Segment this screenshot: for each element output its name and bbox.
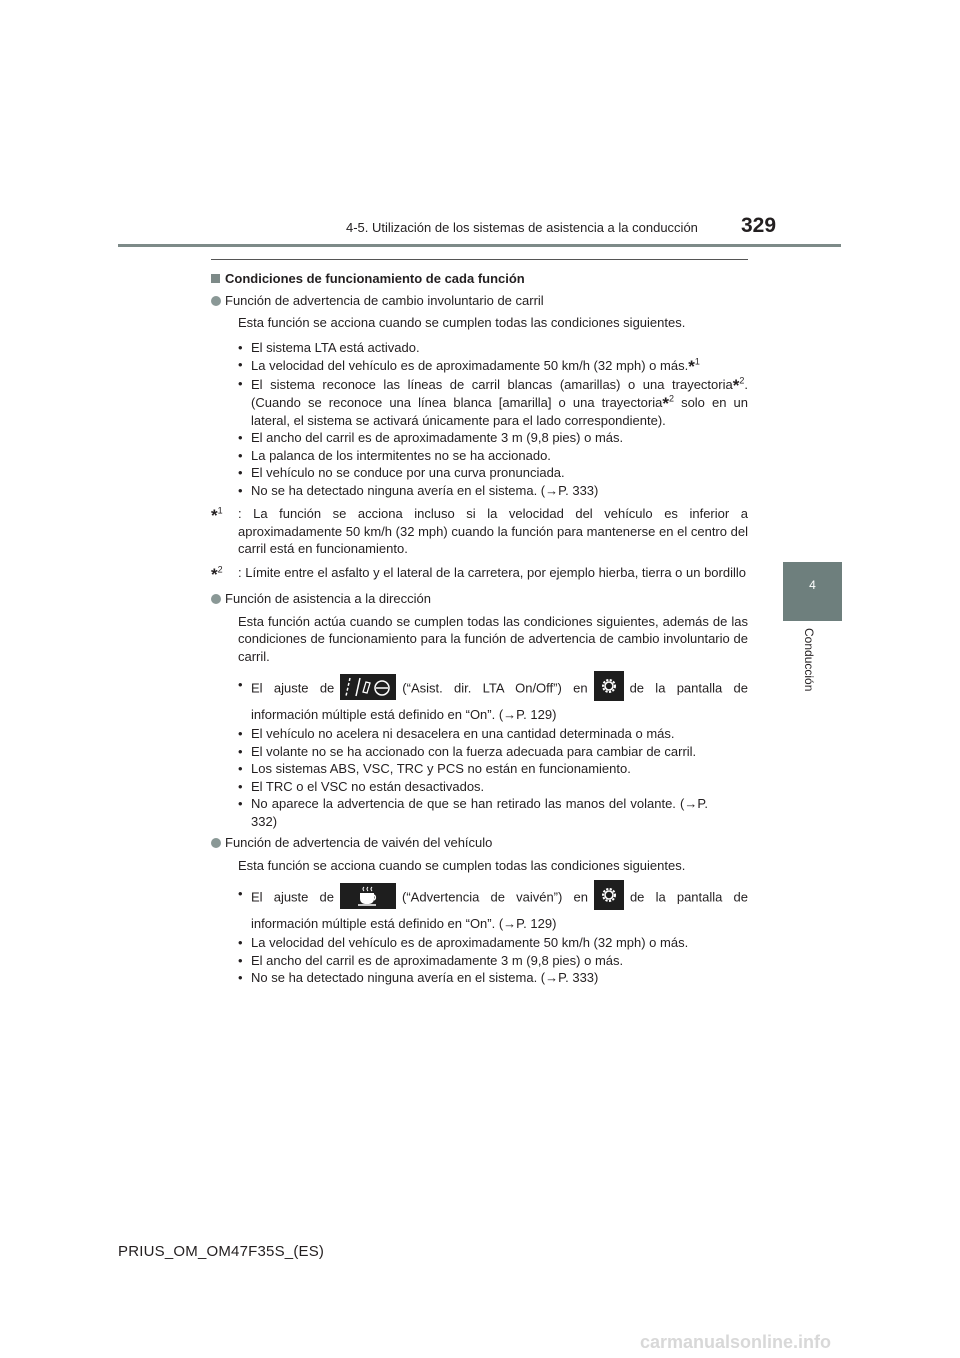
lda-conditions-list (211, 339, 748, 500)
sway-conditions-list (211, 883, 748, 987)
list-item: • El ancho del carril es de aproximadamente 3 m (9,8 pies) o más. (238, 430, 624, 445)
section-heading: Condiciones de funcionamiento de cada función (211, 270, 748, 288)
list-item: • El vehículo no acelera ni desacelera en una cantidad determinada o más. (238, 726, 675, 741)
circle-bullet-icon (211, 838, 221, 848)
list-item: • El TRC o el VSC no están desactivados. (238, 778, 485, 794)
chapter-tab-number: 4 (809, 578, 816, 592)
sway-intro: Esta función se acciona cuando se cumplen todas las condiciones siguientes. (238, 857, 686, 873)
coffee-cup-icon (340, 883, 396, 909)
feature-title-steering-assist: Función de asistencia a la dirección (211, 590, 748, 608)
feature-title-lda: Función de advertencia de cambio involuntario de carril (211, 292, 748, 310)
list-item: • El sistema reconoce las líneas de carril blancas (amarillas) o una trayectoria*$^2$. (Cuando se reconoce una línea blanca [amarilla] o una trayectoria*$^2$ solo en un lateral, el sistema se activará únicamente para el lado correspondiente). (238, 375, 748, 428)
page-number: 329 (741, 214, 777, 237)
footnote-1: *$^1$ : La función se acciona incluso si la velocidad del vehículo es inferior a aproximadamente 50 km/h (32 mph) cuando la función para mantenerse en el centro del carril está en funcionamiento. (211, 505, 748, 556)
document-id: PRIUS_OM_OM47F35S_(ES) (118, 1243, 325, 1260)
section-rule (211, 259, 748, 260)
list-item: • El sistema LTA está activado. (238, 339, 420, 355)
list-item: • No se ha detectado ninguna avería en el sistema. (→P. 333) (238, 970, 599, 985)
list-item: • El ancho del carril es de aproximadamente 3 m (9,8 pies) o más. (238, 952, 624, 968)
gear-icon (594, 880, 624, 910)
main-content (211, 270, 748, 987)
list-item: • No aparece la advertencia de que se han retirado las manos del volante. (→P. 332) (238, 796, 708, 829)
feature-title-sway-warning: Función de advertencia de vaivén del vehículo (211, 834, 748, 852)
steering-intro: Esta función actúa cuando se cumplen todas las condiciones siguientes, además de las condiciones de funcionamiento para la función de advertencia de cambio involuntario de carril. (238, 613, 748, 664)
list-item: • El ajuste de (“Advertencia de vaivén”) en de la pantalla de información múltiple está definido en “On”. (→P. 129) (238, 883, 748, 934)
steering-conditions-list (211, 674, 748, 830)
header-title: 4-5. Utilización de los sistemas de asistencia a la conducción (346, 220, 698, 235)
list-item: • No se ha detectado ninguna avería en el sistema. (→P. 333) (238, 482, 599, 498)
list-item: • El vehículo no se conduce por una curva pronunciada. (238, 465, 565, 480)
list-item: • La palanca de los intermitentes no se ha accionado. (238, 447, 551, 463)
watermark: carmanualsonline.info (640, 1332, 832, 1352)
chapter-tab-label: Conducción (802, 628, 816, 692)
lda-intro: Esta función se acciona cuando se cumplen todas las condiciones siguientes. (238, 315, 686, 330)
list-item: • La velocidad del vehículo es de aproximadamente 50 km/h (32 mph) o más. (238, 935, 689, 950)
circle-bullet-icon (211, 594, 221, 604)
gear-icon (594, 671, 624, 701)
lta-steering-assist-icon (340, 674, 396, 700)
list-item: • Los sistemas ABS, VSC, TRC y PCS no están en funcionamiento. (238, 761, 631, 776)
square-bullet-icon (211, 274, 220, 283)
footnote-2: *$^2$ : Límite entre el asfalto y el lateral de la carretera, por ejemplo hierba, tierra o un bordillo (211, 564, 746, 584)
list-item: • El volante no se ha accionado con la fuerza adecuada para cambiar de carril. (238, 743, 697, 759)
list-item: • El ajuste de (“Asist. dir. LTA On/Off”) en de la pantalla de información múltiple está definido en “On”. (→P. 129) (238, 674, 748, 725)
header-rule (118, 244, 841, 247)
circle-bullet-icon (211, 296, 221, 306)
list-item: • La velocidad del vehículo es de aproximadamente 50 km/h (32 mph) o más.*$^1$ (238, 356, 700, 376)
